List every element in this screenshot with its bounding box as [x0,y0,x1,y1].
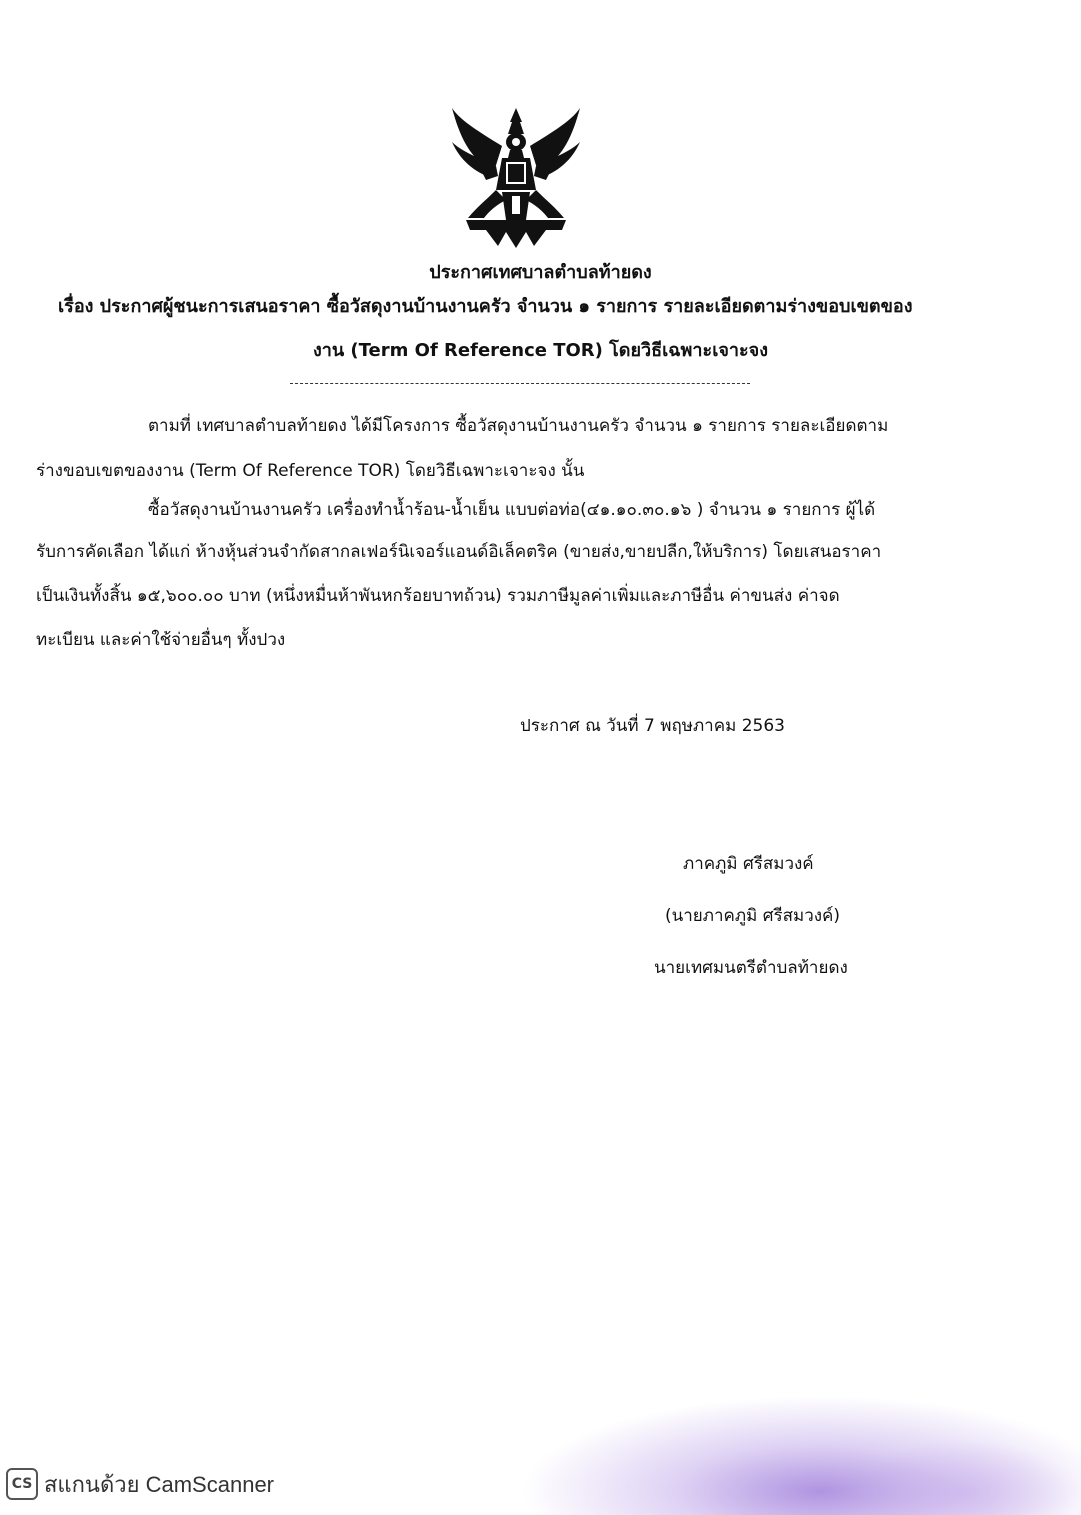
signature-position: นายเทศมนตรีตำบลท้ายดง [654,958,848,978]
subject-line-1: เรื่อง ประกาศผู้ชนะการเสนอราคา ซื้อวัสดุงานบ้านงานครัว จำนวน ๑ รายการ รายละเอียดตามร่างขอบเขตของ [58,296,913,317]
garuda-emblem [446,100,586,252]
body-line-3: ซื้อวัสดุงานบ้านงานครัว เครื่องทำน้ำร้อน-น้ำเย็น แบบต่อท่อ(๔๑.๑๐.๓๐.๑๖ ) จำนวน ๑ รายการ ผู้ได้ [148,500,876,520]
body-line-1: ตามที่ เทศบาลตำบลท้ายดง ได้มีโครงการ ซื้อวัสดุงานบ้านงานครัว จำนวน ๑ รายการ รายละเอียดตาม [148,416,889,436]
announcement-date: ประกาศ ณ วันที่ 7 พฤษภาคม 2563 [520,716,785,736]
body-line-4: รับการคัดเลือก ได้แก่ ห้างหุ้นส่วนจำกัดสากลเฟอร์นิเจอร์แอนด์อิเล็คตริค (ขายส่ง,ขายปลีก,ให้บริการ) โดยเสนอราคา [36,542,882,562]
camscanner-watermark [6,1466,274,1502]
camscanner-icon: CS [6,1468,38,1500]
subject-line-2: งาน (Term Of Reference TOR) โดยวิธีเฉพาะเจาะจง [312,340,769,361]
signature-name: ภาคภูมิ ศรีสมวงค์ [683,854,814,874]
body-line-6: ทะเบียน และค่าใช้จ่ายอื่นๆ ทั้งปวง [36,630,286,650]
body-line-2: ร่างขอบเขตของงาน (Term Of Reference TOR) โดยวิธีเฉพาะเจาะจง นั้น [36,461,585,481]
signature-full-name: (นายภาคภูมิ ศรีสมวงค์) [665,906,841,926]
dashed-divider [290,383,750,384]
body-line-5: เป็นเงินทั้งสิ้น ๑๕,๖๐๐.๐๐ บาท (หนึ่งหมื่นห้าพันหกร้อยบาทถ้วน) รวมภาษีมูลค่าเพิ่มและภาษีอื่น ค่าขนส่ง ค่าจด [36,586,840,606]
announcement-title: ประกาศเทศบาลตำบลท้ายดง [429,262,652,283]
camscanner-text: สแกนด้วย CamScanner [44,1471,275,1497]
scan-smudge-secondary [850,1440,1081,1515]
